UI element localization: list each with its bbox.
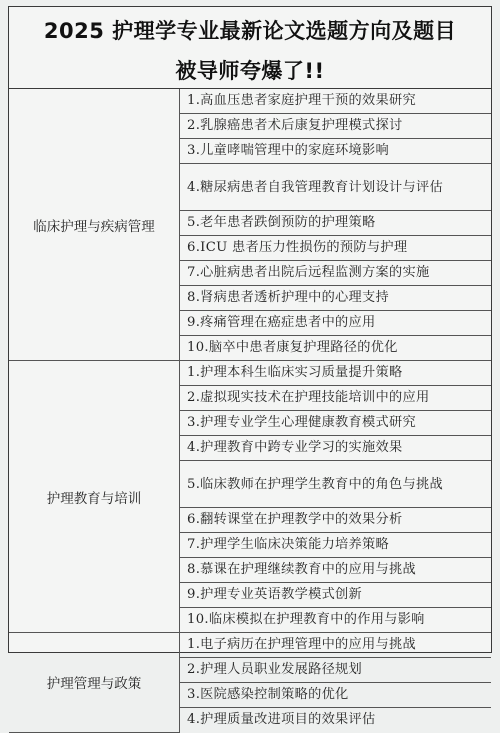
title-block — [9, 7, 491, 89]
topic-item: 2.乳腺癌患者术后康复护理模式探讨 — [180, 114, 492, 139]
category-cell: 护理教育与培训 — [9, 361, 180, 633]
topic-item: 3.医院感染控制策略的优化 — [180, 683, 492, 708]
topic-item: 3.护理专业学生心理健康教育模式研究 — [180, 411, 492, 436]
topic-item: 5.临床教师在护理学生教育中的角色与挑战 — [180, 461, 492, 508]
topic-item: 8.慕课在护理继续教育中的应用与挑战 — [180, 558, 492, 583]
topic-item: 1.护理本科生临床实习质量提升策略 — [180, 361, 492, 386]
table-row — [9, 361, 491, 386]
topic-item: 2.护理人员职业发展路径规划 — [180, 658, 492, 683]
topic-item: 6.翻转课堂在护理教学中的效果分析 — [180, 508, 492, 533]
page-title: 2025 护理学专业最新论文选题方向及题目 — [43, 19, 457, 43]
topic-item: 5.老年患者跌倒预防的护理策略 — [180, 211, 492, 236]
topic-item: 9.护理专业英语教学模式创新 — [180, 583, 492, 608]
topic-item: 1.高血压患者家庭护理干预的效果研究 — [180, 89, 492, 114]
topic-table — [9, 89, 491, 733]
topic-item: 4.糖尿病患者自我管理教育计划设计与评估 — [180, 164, 492, 211]
topic-item: 10.临床模拟在护理教育中的作用与影响 — [180, 608, 492, 633]
topic-item: 1.电子病历在护理管理中的应用与挑战 — [180, 633, 492, 658]
category-cell: 护理管理与政策 — [9, 633, 180, 733]
topic-item: 7.护理学生临床决策能力培养策略 — [180, 533, 492, 558]
topic-item: 9.疼痛管理在癌症患者中的应用 — [180, 311, 492, 336]
topic-item: 7.心脏病患者出院后远程监测方案的实施 — [180, 261, 492, 286]
topic-item: 10.脑卒中患者康复护理路径的优化 — [180, 336, 492, 361]
topic-item: 8.肾病患者透析护理中的心理支持 — [180, 286, 492, 311]
category-cell: 临床护理与疾病管理 — [9, 89, 180, 361]
topic-item: 3.儿童哮喘管理中的家庭环境影响 — [180, 139, 492, 164]
topic-item: 6.ICU 患者压力性损伤的预防与护理 — [180, 236, 492, 261]
page-subtitle: 被导师夸爆了!! — [175, 59, 325, 83]
table-row — [9, 633, 491, 658]
document-page — [8, 6, 492, 727]
topic-item: 2.虚拟现实技术在护理技能培训中的应用 — [180, 386, 492, 411]
table-row — [9, 89, 491, 114]
topic-item: 4.护理质量改进项目的效果评估 — [180, 708, 492, 733]
topic-item: 4.护理教育中跨专业学习的实施效果 — [180, 436, 492, 461]
